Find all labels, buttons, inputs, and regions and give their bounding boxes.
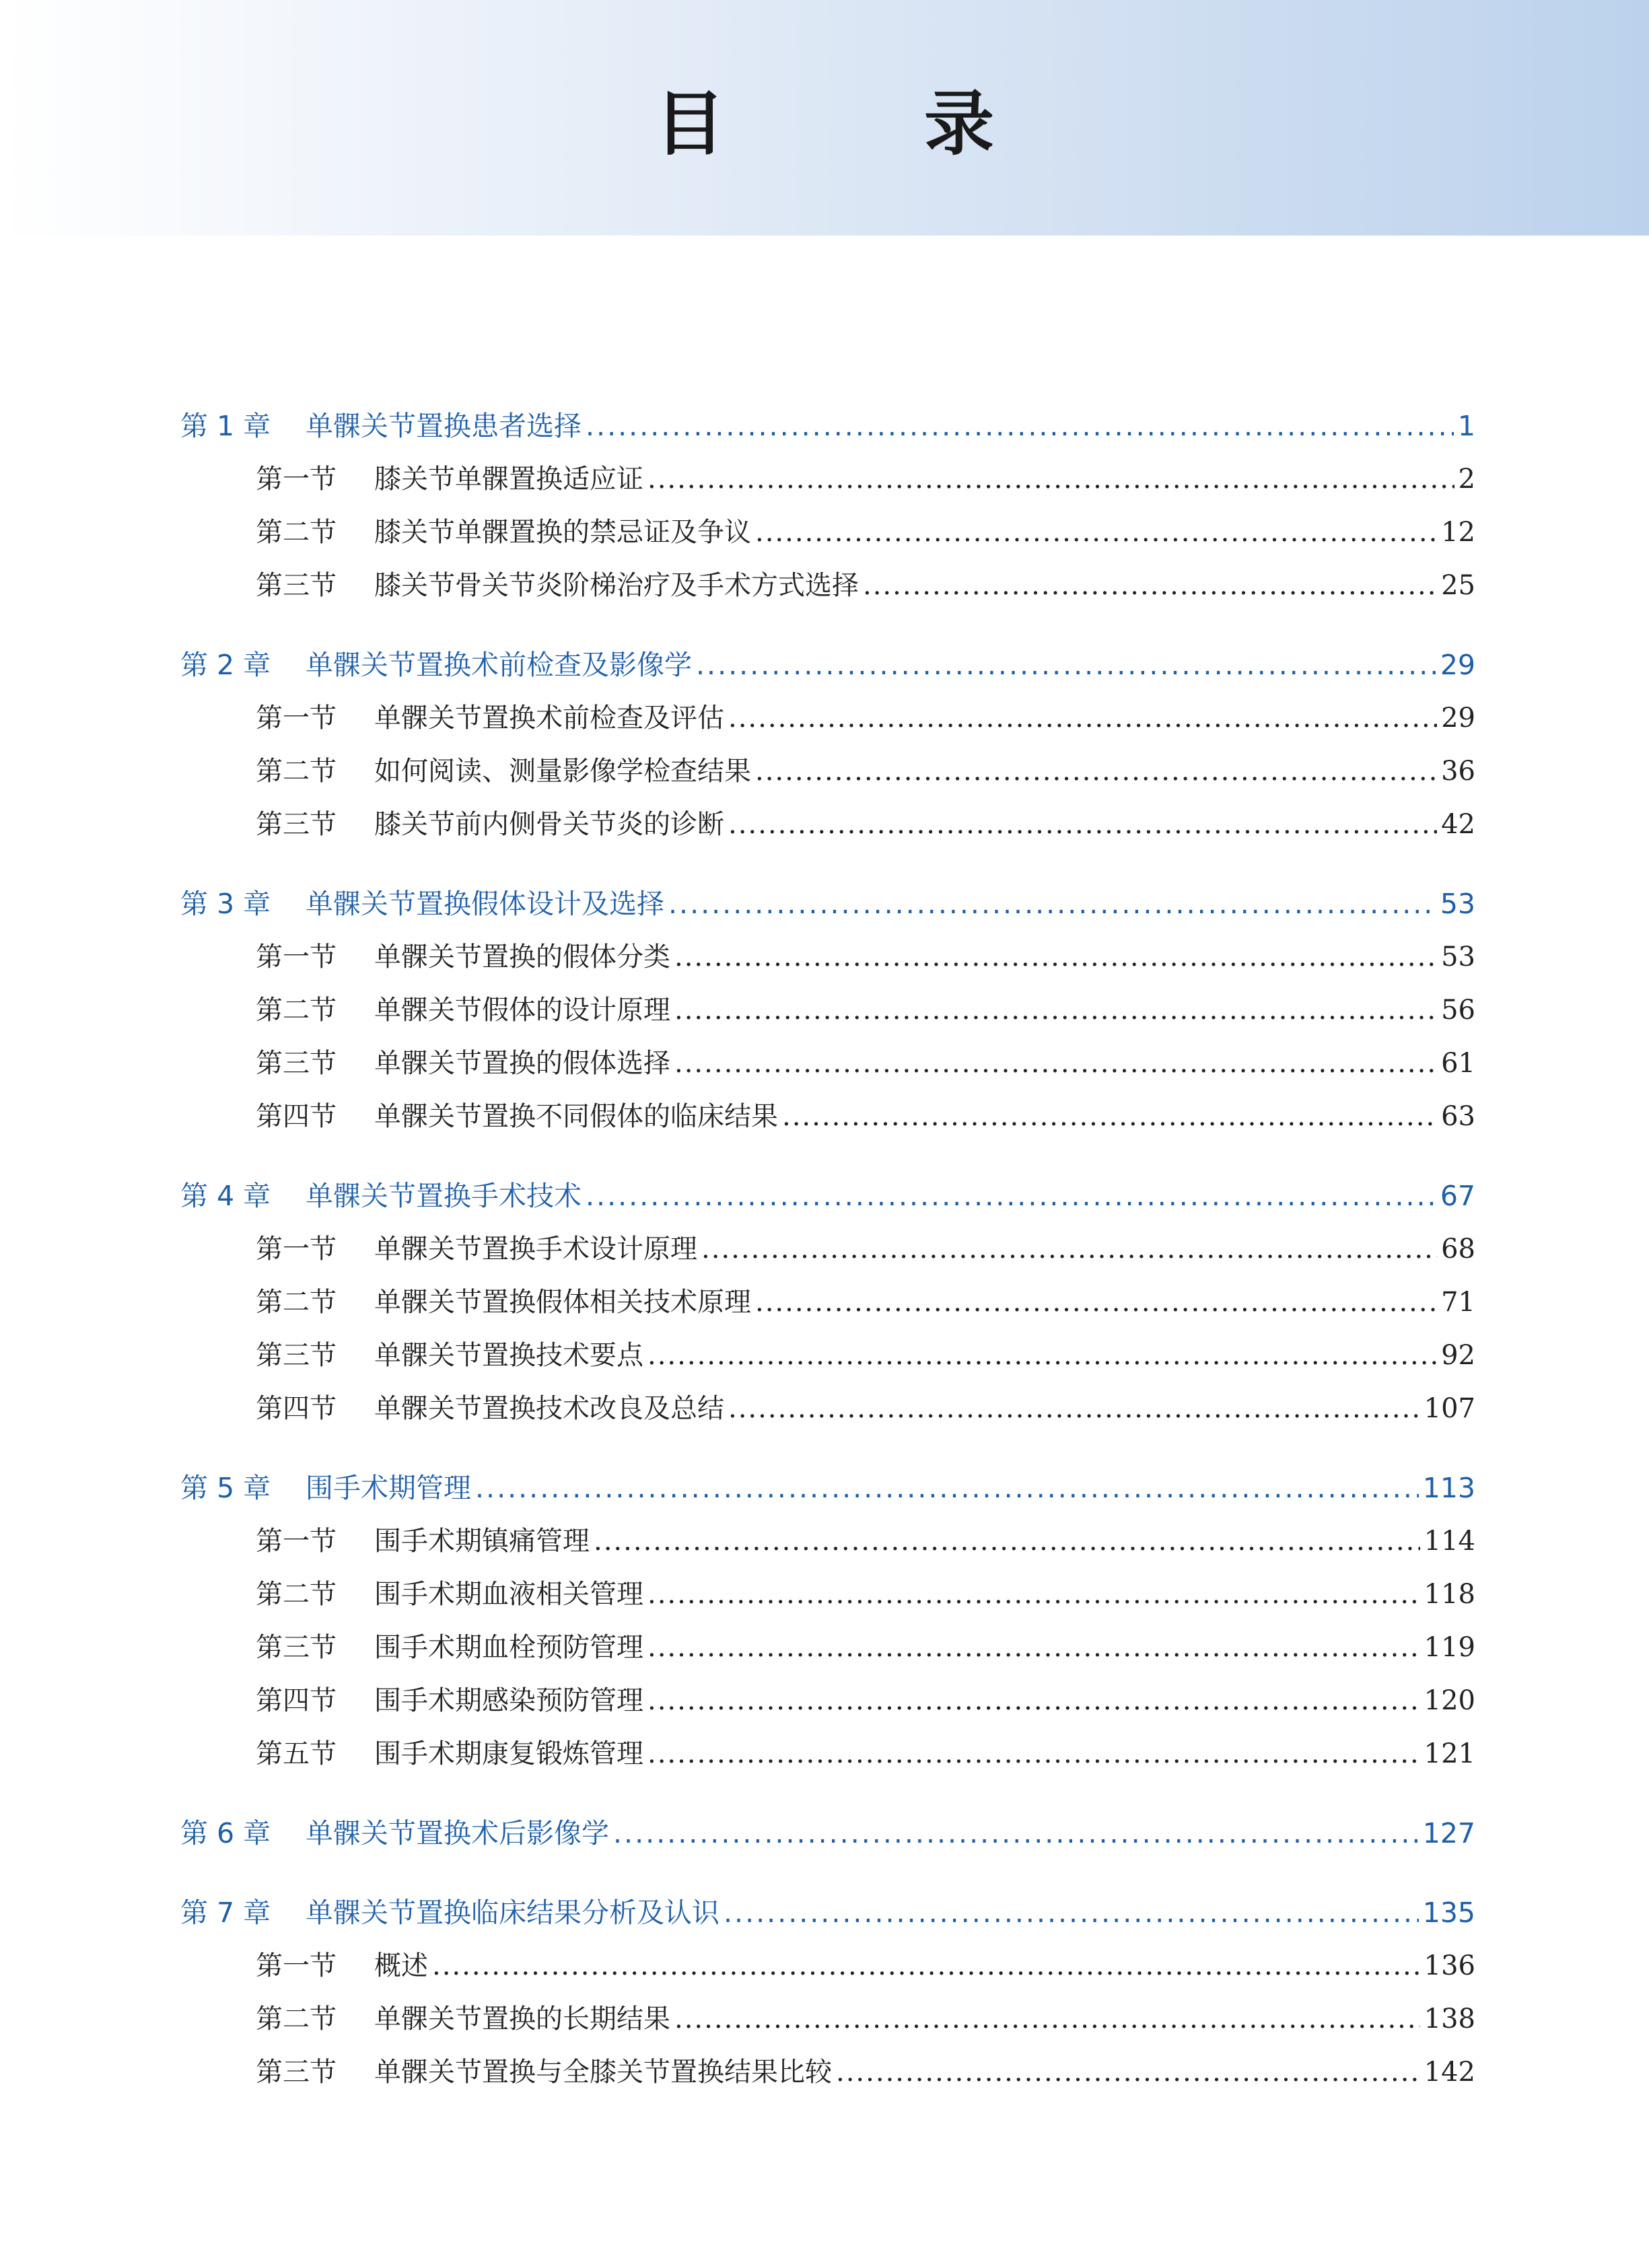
section-number: 第三节 <box>256 809 337 840</box>
chapter-title: 单髁关节置换术前检查及影像学 <box>306 649 692 681</box>
chapter-entry[interactable] <box>180 1466 1475 1520</box>
section-page-number: 63 <box>1441 1101 1475 1132</box>
section-title: 单髁关节假体的设计原理 <box>374 995 670 1026</box>
chapter-page-number: 1 <box>1457 410 1475 442</box>
section-title: 单髁关节置换的长期结果 <box>374 2004 670 2034</box>
dot-leader <box>863 570 1437 601</box>
section-number: 第二节 <box>256 756 337 787</box>
section-entry[interactable] <box>180 989 1475 1042</box>
chapter-group <box>180 1890 1475 2104</box>
chapter-number: 第 5 章 <box>180 1472 271 1504</box>
section-number: 第一节 <box>256 464 337 495</box>
chapter-page-number: 135 <box>1422 1897 1475 1929</box>
section-entry[interactable] <box>180 2051 1475 2104</box>
section-entry[interactable] <box>180 1228 1475 1281</box>
chapter-number: 第 3 章 <box>180 888 271 920</box>
section-page-number: 121 <box>1424 1738 1475 1769</box>
chapter-number: 第 1 章 <box>180 410 271 442</box>
dot-leader <box>728 809 1437 840</box>
dot-leader <box>668 888 1436 920</box>
dot-leader <box>647 1579 1420 1610</box>
dot-leader <box>674 942 1437 972</box>
section-number: 第二节 <box>256 995 337 1026</box>
section-title: 单髁关节置换不同假体的临床结果 <box>374 1101 778 1132</box>
section-number: 第一节 <box>256 703 337 734</box>
dot-leader <box>647 1340 1437 1371</box>
section-entry[interactable] <box>180 1732 1475 1785</box>
section-entry[interactable] <box>180 1281 1475 1334</box>
chapter-number: 第 2 章 <box>180 649 271 681</box>
section-page-number: 138 <box>1424 2004 1475 2034</box>
section-entry[interactable] <box>180 1387 1475 1440</box>
section-entry[interactable] <box>180 1997 1475 2051</box>
chapter-entry[interactable] <box>180 643 1475 697</box>
table-of-contents <box>180 404 1475 2129</box>
chapter-group <box>180 1174 1475 1440</box>
section-number: 第三节 <box>256 1048 337 1079</box>
section-page-number: 2 <box>1458 464 1475 495</box>
chapter-group <box>180 643 1475 856</box>
section-entry[interactable] <box>180 1626 1475 1679</box>
section-page-number: 61 <box>1441 1048 1475 1079</box>
section-page-number: 71 <box>1441 1287 1475 1318</box>
section-page-number: 92 <box>1441 1340 1475 1371</box>
dot-leader <box>594 1526 1420 1557</box>
dot-leader <box>586 410 1454 442</box>
dot-leader <box>432 1950 1420 1981</box>
dot-leader <box>755 517 1437 548</box>
section-entry[interactable] <box>180 1679 1475 1732</box>
section-entry[interactable] <box>180 1334 1475 1387</box>
page-title: 目 录 <box>654 83 1059 165</box>
dot-leader <box>782 1101 1437 1132</box>
section-number: 第一节 <box>256 1526 337 1557</box>
section-title: 如何阅读、测量影像学检查结果 <box>374 756 751 787</box>
section-title: 围手术期康复锻炼管理 <box>374 1738 643 1769</box>
chapter-entry[interactable] <box>180 1174 1475 1228</box>
section-number: 第三节 <box>256 2057 337 2088</box>
dot-leader <box>836 2057 1420 2088</box>
section-entry[interactable] <box>180 1095 1475 1148</box>
section-entry[interactable] <box>180 803 1475 856</box>
dot-leader <box>696 649 1436 681</box>
section-number: 第一节 <box>256 1950 337 1981</box>
chapter-group <box>180 1811 1475 1865</box>
section-page-number: 36 <box>1441 756 1475 787</box>
dot-leader <box>674 2004 1420 2034</box>
section-number: 第三节 <box>256 1632 337 1663</box>
section-page-number: 29 <box>1441 703 1475 734</box>
section-number: 第一节 <box>256 942 337 972</box>
dot-leader <box>586 1180 1436 1212</box>
dot-leader <box>674 995 1437 1026</box>
dot-leader <box>728 1393 1420 1424</box>
section-page-number: 53 <box>1441 942 1475 972</box>
section-number: 第四节 <box>256 1685 337 1716</box>
chapter-title: 单髁关节置换术后影像学 <box>306 1817 609 1849</box>
dot-leader <box>647 464 1454 495</box>
section-title: 单髁关节置换手术设计原理 <box>374 1234 697 1265</box>
section-number: 第一节 <box>256 1234 337 1265</box>
chapter-entry[interactable] <box>180 1811 1475 1865</box>
chapter-page-number: 29 <box>1440 649 1475 681</box>
section-number: 第二节 <box>256 1579 337 1610</box>
chapter-entry[interactable] <box>180 882 1475 935</box>
chapter-entry[interactable] <box>180 404 1475 458</box>
chapter-page-number: 53 <box>1440 888 1475 920</box>
section-page-number: 118 <box>1424 1579 1475 1610</box>
section-page-number: 68 <box>1441 1234 1475 1265</box>
dot-leader <box>475 1472 1419 1504</box>
section-entry[interactable] <box>180 1944 1475 1997</box>
section-number: 第二节 <box>256 517 337 548</box>
chapter-group <box>180 404 1475 617</box>
section-entry[interactable] <box>180 1042 1475 1095</box>
dot-leader <box>728 703 1437 734</box>
section-title: 围手术期血液相关管理 <box>374 1579 643 1610</box>
section-number: 第三节 <box>256 1340 337 1371</box>
section-entry[interactable] <box>180 1573 1475 1626</box>
section-page-number: 120 <box>1424 1685 1475 1716</box>
chapter-title: 单髁关节置换手术技术 <box>306 1180 582 1212</box>
dot-leader <box>647 1632 1420 1663</box>
dot-leader <box>701 1234 1437 1265</box>
section-page-number: 12 <box>1441 517 1475 548</box>
section-title: 膝关节前内侧骨关节炎的诊断 <box>374 809 724 840</box>
section-title: 单髁关节置换与全膝关节置换结果比较 <box>374 2057 832 2088</box>
chapter-title: 单髁关节置换假体设计及选择 <box>306 888 664 920</box>
section-entry[interactable] <box>180 564 1475 617</box>
section-number: 第三节 <box>256 570 337 601</box>
chapter-title: 围手术期管理 <box>306 1472 471 1504</box>
section-number: 第五节 <box>256 1738 337 1769</box>
section-page-number: 42 <box>1441 809 1475 840</box>
dot-leader <box>647 1685 1420 1716</box>
chapter-number: 第 6 章 <box>180 1817 271 1849</box>
chapter-title: 单髁关节置换临床结果分析及认识 <box>306 1897 720 1929</box>
section-page-number: 119 <box>1424 1632 1475 1663</box>
section-entry[interactable] <box>180 697 1475 750</box>
dot-leader <box>647 1738 1420 1769</box>
chapter-title: 单髁关节置换患者选择 <box>306 410 582 442</box>
chapter-group <box>180 1466 1475 1785</box>
section-number: 第四节 <box>256 1393 337 1424</box>
section-title: 膝关节单髁置换适应证 <box>374 464 643 495</box>
section-entry[interactable] <box>180 1520 1475 1573</box>
section-title: 膝关节单髁置换的禁忌证及争议 <box>374 517 751 548</box>
section-number: 第二节 <box>256 2004 337 2034</box>
chapter-page-number: 113 <box>1422 1472 1475 1504</box>
chapter-entry[interactable] <box>180 1890 1475 1944</box>
section-page-number: 142 <box>1424 2057 1475 2088</box>
chapter-group <box>180 882 1475 1148</box>
section-title: 围手术期血栓预防管理 <box>374 1632 643 1663</box>
section-entry[interactable] <box>180 511 1475 564</box>
dot-leader <box>613 1817 1419 1849</box>
section-title: 围手术期镇痛管理 <box>374 1526 590 1557</box>
section-entry[interactable] <box>180 750 1475 803</box>
section-title: 单髁关节置换术前检查及评估 <box>374 703 724 734</box>
section-number: 第二节 <box>256 1287 337 1318</box>
dot-leader <box>724 1897 1419 1929</box>
section-title: 围手术期感染预防管理 <box>374 1685 643 1716</box>
chapter-number: 第 4 章 <box>180 1180 271 1212</box>
section-entry[interactable] <box>180 935 1475 989</box>
dot-leader <box>755 756 1437 787</box>
section-title: 概述 <box>374 1950 428 1981</box>
section-page-number: 136 <box>1424 1950 1475 1981</box>
section-page-number: 114 <box>1424 1526 1475 1557</box>
chapter-page-number: 67 <box>1440 1180 1475 1212</box>
chapter-page-number: 127 <box>1422 1817 1475 1849</box>
section-title: 单髁关节置换的假体分类 <box>374 942 670 972</box>
dot-leader <box>755 1287 1437 1318</box>
section-title: 单髁关节置换技术要点 <box>374 1340 643 1371</box>
chapter-number: 第 7 章 <box>180 1897 271 1929</box>
section-page-number: 25 <box>1441 570 1475 601</box>
section-title: 膝关节骨关节炎阶梯治疗及手术方式选择 <box>374 570 859 601</box>
section-title: 单髁关节置换技术改良及总结 <box>374 1393 724 1424</box>
section-page-number: 107 <box>1424 1393 1475 1424</box>
section-entry[interactable] <box>180 458 1475 511</box>
section-page-number: 56 <box>1441 995 1475 1026</box>
section-number: 第四节 <box>256 1101 337 1132</box>
section-title: 单髁关节置换假体相关技术原理 <box>374 1287 751 1318</box>
section-title: 单髁关节置换的假体选择 <box>374 1048 670 1079</box>
dot-leader <box>674 1048 1437 1079</box>
